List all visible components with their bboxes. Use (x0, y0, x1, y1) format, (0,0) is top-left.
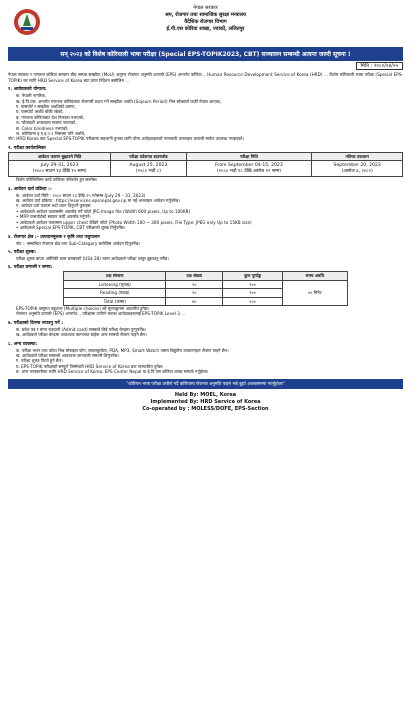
exam-count: २० (166, 289, 223, 297)
exam-header: समय अवधि (282, 272, 347, 280)
schedule-table (8, 152, 403, 177)
implemented-by: Implemented By: HRD Service of Korea (150, 398, 261, 405)
application-item: क. आवेदन दर्ता मिति : २०८० साउन १३ देखि १५ गतेसम्म (July 29 – 31, 2023) (16, 192, 146, 198)
schedule-main: August 25, 2023 (129, 163, 168, 169)
exam-marks: २०० (223, 297, 283, 305)
other-item: ग. परीक्षा शुल्क फिर्ता हुने छैन। (16, 358, 63, 364)
application-title: ३. आवेदन दर्ता प्रक्रिया :- (8, 186, 52, 192)
application-item: • आवेदकले Special EPS-TOPIK, CBT परीक्षाको शुल्क तिर्नुपर्नेछ। (16, 225, 126, 231)
schedule-cell (312, 161, 403, 177)
nepal-emblem-icon (12, 7, 42, 37)
schedule-sub: (असोज ४, २०८०) (341, 168, 373, 174)
header (8, 5, 403, 45)
cooperated-by: Co-operated by : MOLESS/DOFE, EPS-Section (142, 405, 269, 412)
eligibility-item: च. फौजदारी अपराधमा सजाय नपाएको, (16, 120, 77, 126)
exam-bullet: EPS-TOPIK वस्तुगत बहुउत्तर (Multiple choices) को मूल्याङ्कनमा आधारित हुनेछ। (16, 305, 150, 311)
exam-count: २० (166, 280, 223, 288)
eligibility-item: घ. पासपोर्ट अवधि बाँकी रहेको, (16, 109, 64, 115)
admit-item: ख. आवेदकले परीक्षा केन्द्रमा आवश्यक कागजात बाहेक अन्य सामग्री लैजान पाइने छैन। (16, 332, 147, 338)
schedule-cell (111, 161, 186, 177)
schedule-sub: (२०८० भदौ ८) (135, 168, 161, 174)
application-item: ख. आवेदन दर्ता प्रक्रिया : https://eservices.epsnepal.gov.np मा गई अनलाइन आवेदन गर्नुपर्नेछ। (16, 198, 180, 204)
fee-title: ५. परीक्षा शुल्क: (8, 249, 37, 255)
job-note: नोट :- सम्बन्धित रोजगार क्षेत्र तथा Sub-Category बमोजिम आवेदन दिनुपर्नेछ। (16, 240, 141, 246)
application-item: • आवेदकले आवेदन फाराममा upper chest देखिने फोटो (Photo Width 100 ~ 300 pixels, File Type: JPEG only Up to 15KB size) (16, 219, 252, 225)
date-label: मिति : (360, 63, 373, 69)
held-by: Held By: MOEL, Korea (174, 391, 237, 398)
other-item: ख. आवेदकले परीक्षा सम्बन्धी आवश्यक जानकारी समयमै लिनुपर्नेछ। (16, 352, 120, 358)
exam-duration: ५० मिनेट (282, 280, 347, 305)
intro-paragraph: नेपाल सरकार र गणतन्त्र कोरिया सरकार बीच सम्पन्न सम्झौता (MoU) अनुरुप रोजगार अनुमति प्रणाली (EPS) अन्तर्गत कोरिया... Human Resource Development Service of Korea (HRD) ... विशेष कोरियाली भाषा परीक्षा (Special EPS-TOPIK) का लागि HRD Service of Korea बाट प्राप्त निर्देशन बमोजिम ... (8, 72, 403, 83)
schedule-cell (9, 161, 111, 177)
exam-type: Listening (सुनाइ) (64, 280, 166, 288)
schedule-header: परीक्षा मिति (186, 153, 312, 161)
eligibility-item: छ. Color blindness नभएको, (16, 125, 69, 131)
footer (8, 392, 403, 413)
eligibility-item: क. नेपाली नागरिक, (16, 93, 47, 99)
application-item: • आवेदकले आवेदन फारामसँग अपलोड गर्ने फोटो JPG Image file (Width 600 pixels, Up to 100KB) (16, 208, 191, 214)
exam-marks: १०० (223, 280, 283, 288)
eligibility-item: ज. कोरियामा इ.ए.इ.२.१ भिसामा पनि अवधि, (16, 131, 86, 137)
date-box (356, 62, 403, 70)
admit-title: ७. परीक्षाको दिनमा ल्याउनु पर्ने : (8, 320, 64, 326)
schedule-sub: (२०८० साउन १३ देखि १५ सम्म) (32, 168, 87, 174)
exam-table (63, 271, 347, 306)
exam-type: Reading (पढाइ) (64, 289, 166, 297)
notice-title-banner: सन् २०२३ को विशेष कोरियाली भाषा परीक्षा (Special EPS-TOPIK2023, CBT) सञ्चालन सम्बन्धी अत्यन्त जरुरी सूचना ! (8, 47, 403, 61)
header-line-4: ई.पी.एस कोरिया शाखा, ज्वाकोे, ललितपुर (166, 26, 245, 32)
header-line-2: श्रम, रोजगार तथा सामाजिक सुरक्षा मन्त्रालय (165, 12, 246, 18)
schedule-main: From September 04-15, 2023 (215, 163, 283, 169)
eligibility-item: ङ. गणतन्त्र कोरियाबाट देश निकाला नभएको, (16, 114, 85, 120)
schedule-header: आवेदन फाराम बुझाउने मिति (9, 153, 111, 161)
exam-type: Total (जम्मा) (64, 297, 166, 305)
schedule-sub: (२०८० भदौ १८ देखि असोज १२ सम्म) (216, 168, 282, 174)
header-line-3: वैदेशिक रोजगार विभाग (184, 19, 227, 25)
fee-text: परीक्षा शुल्क बापत अमेरिकी डलर बराबरको (US$ 28) रकम आवेदकले परीक्षा दस्तुर बुझाउनु पर्नेछ। (16, 255, 169, 261)
eligibility-title: १. आवेदकको योग्यता: (8, 87, 47, 93)
table-row (64, 280, 347, 288)
other-item: घ. EPS-TOPIK परीक्षाको सम्पूर्ण जिम्मेवारी HRD Service of Korea बाट सञ्चालित हुनेछ। (16, 363, 164, 369)
exam-count: ४० (166, 297, 223, 305)
schedule-title: २. परीक्षा कार्यतालिका (8, 146, 46, 152)
other-item: ङ. अन्य जानकारीका लागि HRD Service of Korea, EPS Center Nepal वा ई.पि.एस कोरिया शाखा सम्पर्क गर्नुहोला। (16, 369, 209, 375)
exam-header: कुल पूर्णाङ्क (223, 272, 283, 280)
exam-header: प्रश्न संरचना (64, 272, 166, 280)
job-title: ४. रोजगार क्षेत्र :- उत्पादनमूलक र कृषि तथा पशुपालन (8, 234, 100, 240)
table-header-row (9, 153, 403, 161)
admit-item: क. प्रवेश पत्र र मान्य राहदानी (Admit card) सक्कलै लिई परीक्षा केन्द्रमा पुग्नुपर्नेछ। (16, 326, 147, 332)
date-row (8, 63, 403, 69)
eligibility-item: ख. ई.पि.एस. अन्तर्गत गणतन्त्र कोरियाबाट रोजगारी प्रदान गर्ने सम्झौता अवधि (Sojourn Period) भित्र स्वेच्छाले फर्की नेपाल आएका, (16, 98, 222, 104)
schedule-header: नतिजा प्रकाशन (312, 153, 403, 161)
exam-header: प्रश्न संख्या (166, 272, 223, 280)
eligibility-note: नोट: HRD Korea बाट Special EPS-TOPIK परीक्षामा सहभागी हुनका लागि योग्य आवेदकहरुको नामावली अनलाइन प्रणाली मार्फत उपलब्ध गराइएको। (8, 136, 245, 142)
schedule-main: July 29-31, 2023 (40, 163, 79, 169)
application-item: ग. आवेदन दर्ता फाराम भर्दा ध्यान दिनुपर्ने कुराहरु: (16, 203, 92, 209)
other-item: क. परीक्षा भवन तथा कोठा भित्र मोबाइल फोन, क्यालकुलेटर, PDA, MP3, Smart Watch जस्ता विद्युतीय उपकरणहरु लैजान पाइने छैन। (16, 347, 229, 353)
table-header-row (64, 272, 347, 280)
warning-notice-bar: "कोरियन भाषा परीक्षा उत्तीर्ण गर्दै कोरियामा रोजगार अनुमति पाइने भन्ने झुटो आश्वासनमा नपर्नुहोला" (8, 379, 403, 389)
eligibility-item: ग. पासपोर्ट र सम्झौता अवधिको प्रमाण, (16, 104, 76, 109)
exam-marks: १०० (223, 289, 283, 297)
exam-bullet: रोजगार अनुमति प्रणाली (EPS) अन्तर्गत... परीक्षामा उत्तीर्ण भएका आवेदकहरुलाई EPS-TOPIK Level 3 ... (16, 311, 186, 317)
table-row (9, 161, 403, 177)
application-item: • MRP पासपोर्टको स्क्यान कपी अपलोड गर्नुपर्ने। (16, 214, 91, 220)
date-value: २०८०/०४/०५ (373, 63, 398, 69)
schedule-header: परीक्षा प्रवेशपत्र डाउनलोड (111, 153, 186, 161)
schedule-cell (186, 161, 312, 177)
header-line-1: नेपाल सरकार (193, 5, 218, 11)
exam-title: ६. परीक्षा प्रणाली र समय: (8, 265, 53, 271)
schedule-main: September 20, 2023 (333, 163, 381, 169)
other-title: ८. अन्य व्यवस्था: (8, 341, 38, 347)
schedule-note: विशेष परिस्थितिमा कार्य तालिका परिवर्तन हुन सक्नेछ। (16, 177, 98, 183)
